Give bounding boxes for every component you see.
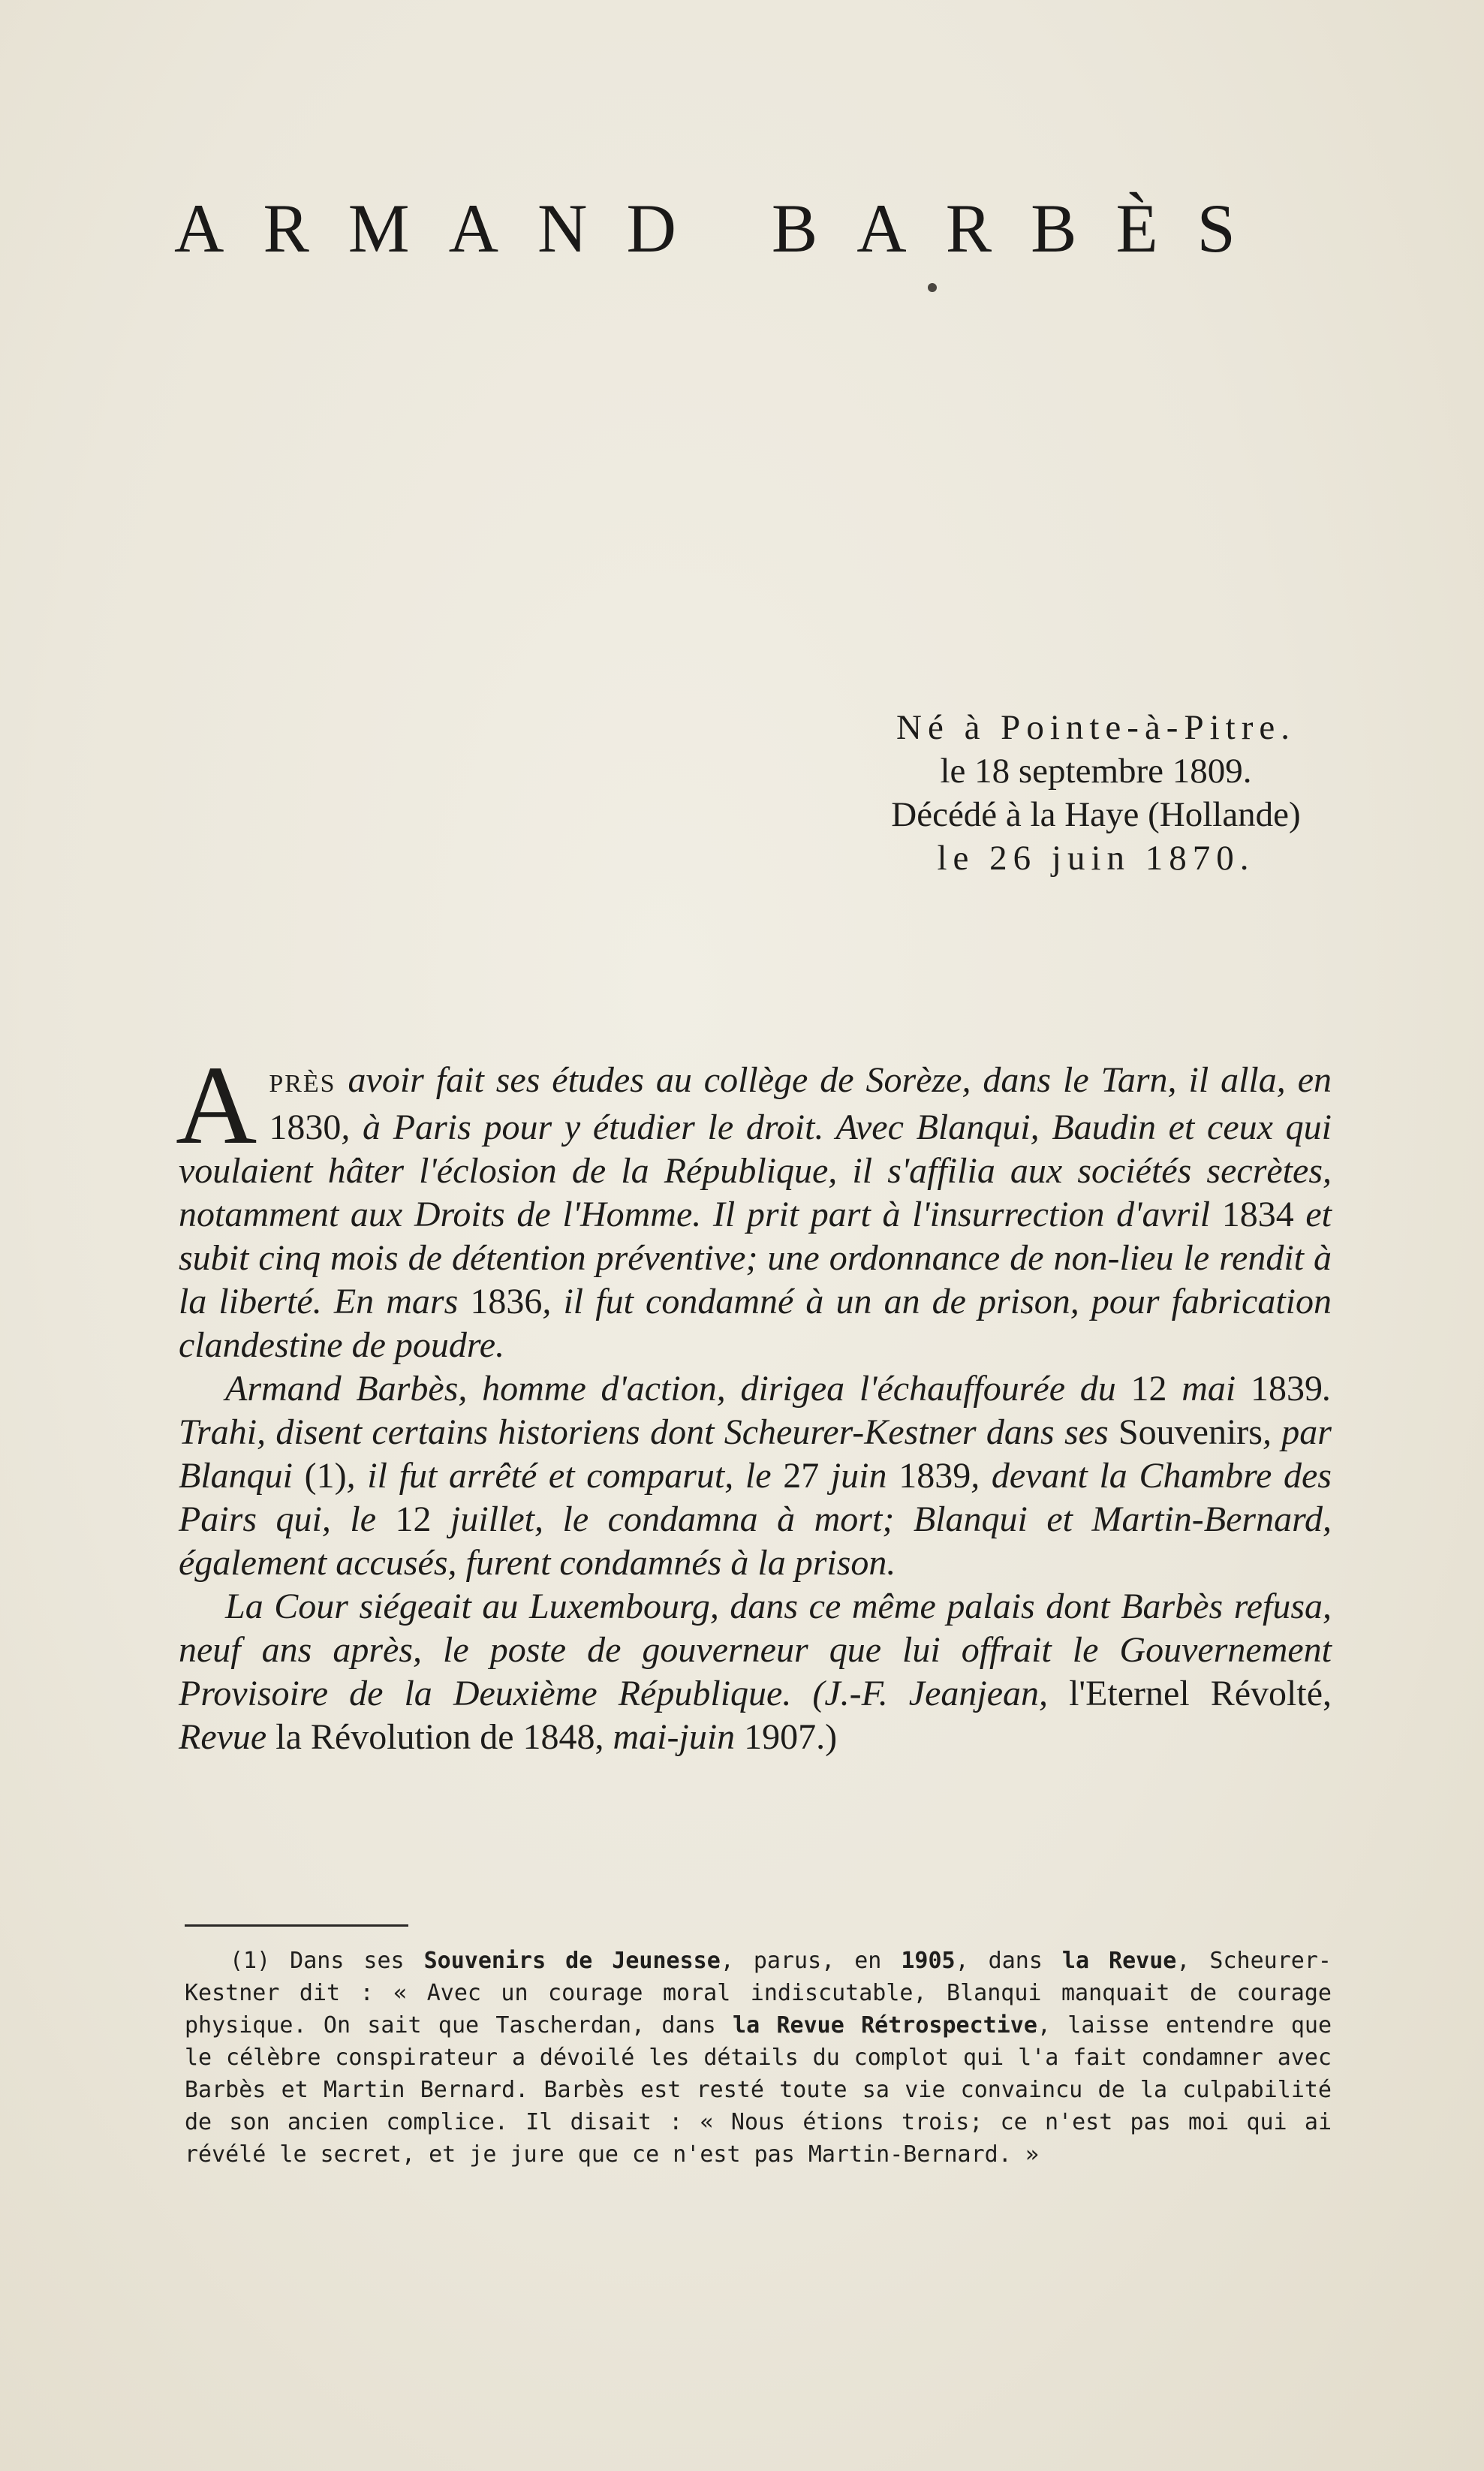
death-place: Décédé à la Haye (Hollande)	[891, 795, 1301, 834]
year: 1907.)	[744, 1717, 838, 1757]
ornament-dot	[928, 283, 937, 292]
text-span: , laisse entendre que le célèbre conspirateur a dévoilé les détails du complot qui l'a fait condamner avec Barbès et Martin Bernard. Barbès est resté toute sa vie convaincu de la culpabilité de son ancien complice. Il disait : « Nous étions trois; ce n'est pas moi qui ai révélé le secret, et je jure que ce n'est pas Martin-Bernard. »	[185, 2012, 1332, 2168]
text-span: mai-juin	[604, 1717, 745, 1757]
number: 1836	[470, 1282, 543, 1321]
footnote-ref: (1)	[304, 1456, 347, 1496]
text-span: , par Blanqui	[179, 1412, 1332, 1496]
book-title: l'Eternel Révolté,	[1069, 1674, 1332, 1713]
birth-date: le 18 septembre 1809.	[940, 752, 1252, 791]
text-span: (1) Dans ses	[230, 1948, 424, 1974]
number: 12	[395, 1499, 432, 1539]
bold-title: Souvenirs de Jeunesse	[423, 1948, 721, 1974]
text-span: , à Paris pour y étudier le droit. Avec Blanqui, Baudin et ceux qui voulaient hâter l'éclosion de la République, il s'affilia aux sociétés secrètes, notamment aux Droits de l'Homme. Il prit part à l'insurrection d'avril	[179, 1107, 1332, 1234]
footnote	[185, 1945, 1332, 2171]
number: 12	[1130, 1369, 1167, 1409]
text-span: La Cour siégeait au Luxembourg, dans ce même palais dont Barbès refusa, neuf ans après, le poste de gouverneur que lui offrait le Gouvernement Provisoire de la Deuxième République. (J.-F. Jeanjean,	[179, 1587, 1332, 1713]
footnote-text	[185, 1945, 1332, 2171]
text-span: mai	[1166, 1369, 1251, 1409]
bold-title: la Revue	[1061, 1948, 1177, 1974]
text-span: et subit cinq mois de détention préventive; une ordonnance de non-lieu le rendit à la liberté. En mars	[179, 1195, 1332, 1321]
number: 1830	[269, 1107, 342, 1147]
text-span: , parus, en	[720, 1948, 902, 1974]
page-title: ARMAND BARBÈS	[174, 190, 1275, 267]
number: 1834	[1221, 1195, 1294, 1234]
number: 1839	[899, 1456, 971, 1496]
birth-place: Né à Pointe-à-Pitre.	[896, 708, 1296, 747]
footnote-divider	[185, 1924, 408, 1927]
text-span: , dans	[955, 1948, 1062, 1974]
paragraph-2	[179, 1367, 1332, 1585]
bold-title: la Revue Rétrospective	[733, 2012, 1037, 2039]
drop-cap: A	[176, 1043, 257, 1168]
text-span: , il fut arrêté et comparut, le	[346, 1456, 784, 1496]
text-span: Armand Barbès, homme d'action, dirigea l'échauffourée du	[225, 1369, 1131, 1409]
death-date: le 26 juin 1870.	[937, 839, 1255, 878]
text-span: juillet, le condamna à mort; Blanqui et Martin-Bernard, également accusés, furent condamnés à la prison.	[179, 1499, 1332, 1583]
bold-year: 1905	[901, 1948, 956, 1974]
text-span: . Trahi, disent certains historiens dont Scheurer-Kestner dans ses	[179, 1369, 1332, 1452]
text-span: juin	[819, 1456, 899, 1496]
number: 27	[783, 1456, 820, 1496]
text-span: Revue	[179, 1717, 276, 1757]
biography-text	[176, 1043, 1332, 1759]
journal-title: la Révolution de 1848,	[275, 1717, 604, 1757]
bio-block	[796, 706, 1396, 880]
text-span: avoir fait ses études au collège de Sorèze, dans le Tarn, il alla, en	[336, 1060, 1332, 1100]
text-span: , Scheurer-Kestner dit : « Avec un courage moral indiscutable, Blanqui manquait de courage physique. On sait que Tascherdan, dans	[185, 1948, 1332, 2039]
text-span: , il fut condamné à un an de prison, pour fabrication clandestine de poudre.	[179, 1282, 1332, 1365]
paragraph-3	[179, 1585, 1332, 1759]
number: 1839	[1251, 1369, 1323, 1409]
text-span: , devant la Chambre des Pairs qui, le	[179, 1456, 1332, 1539]
paragraph-1	[176, 1043, 1332, 1367]
book-title: Souvenirs	[1118, 1412, 1263, 1452]
small-caps-word: PRÈS	[269, 1070, 336, 1098]
